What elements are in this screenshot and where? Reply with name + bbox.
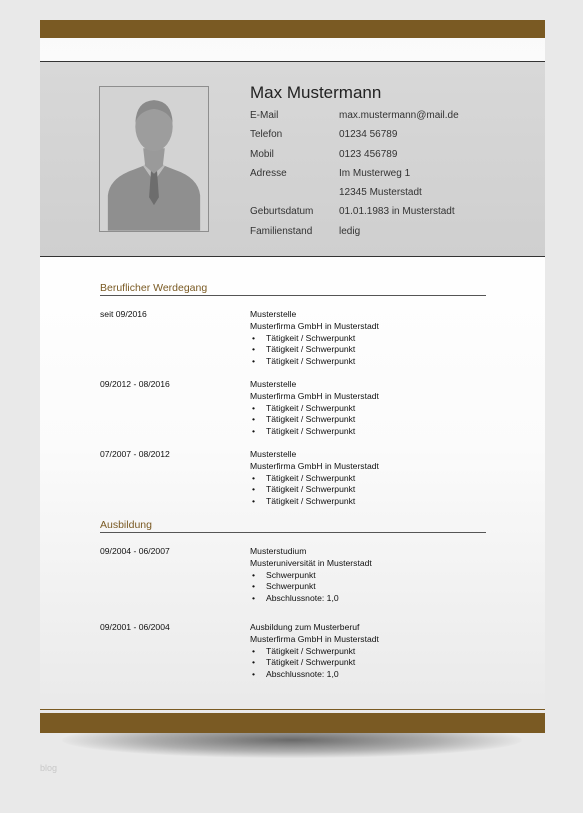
entry-date: 07/2007 - 08/2012 (100, 449, 170, 459)
contact-row-email (250, 110, 530, 129)
contact-row-phone (250, 129, 530, 148)
entry-item: • Abschlussnote: 1,0 (250, 669, 490, 681)
contact-table (250, 110, 530, 245)
birthdate-value: 01.01.1983 in Musterstadt (339, 206, 455, 218)
top-accent-bar (40, 20, 545, 38)
entry-company: Musterfirma GmbH in Musterstadt (250, 390, 379, 401)
contact-label: Telefon (250, 129, 283, 141)
section-title-experience: Beruflicher Werdegang (100, 282, 486, 296)
entry-item: • Abschlussnote: 1,0 (250, 593, 490, 605)
contact-label: Geburtsdatum (250, 206, 314, 218)
entry-item: • Tätigkeit / Schwerpunkt (250, 484, 490, 496)
entry-item: • Tätigkeit / Schwerpunkt (250, 473, 490, 485)
entry-item: • Tätigkeit / Schwerpunkt (250, 496, 490, 508)
address-street-value: Im Musterweg 1 (339, 167, 411, 179)
watermark-text: blog (40, 763, 58, 773)
entry-item: • Tätigkeit / Schwerpunkt (250, 657, 490, 669)
entry-body (250, 449, 490, 508)
entry-item: • Tätigkeit / Schwerpunkt (250, 403, 490, 415)
contact-row-city (250, 187, 530, 206)
person-name: Max Mustermann (250, 83, 382, 102)
email-value: max.mustermann@mail.de (339, 110, 459, 121)
address-city-value: 12345 Musterstadt (339, 187, 422, 199)
entry-item: • Tätigkeit / Schwerpunkt (250, 356, 490, 368)
entry-body (250, 379, 490, 438)
contact-row-marital (250, 226, 530, 245)
phone-value: 01234 56789 (339, 129, 398, 141)
entry-item: • Tätigkeit / Schwerpunkt (250, 333, 490, 345)
person-silhouette-icon (99, 86, 209, 232)
contact-row-mobile (250, 149, 530, 168)
entry-item: • Tätigkeit / Schwerpunkt (250, 646, 490, 658)
entry-company: Musterfirma GmbH in Musterstadt (250, 320, 379, 331)
contact-label: E-Mail (250, 110, 279, 121)
entry-body (250, 309, 490, 368)
entry-company: Musterfirma GmbH in Musterstadt (250, 460, 379, 471)
header-section (40, 61, 545, 257)
entry-date: 09/2001 - 06/2004 (100, 622, 170, 632)
entry-position: Musterstelle (250, 449, 297, 459)
entry-item: • Tätigkeit / Schwerpunkt (250, 344, 490, 356)
entry-item: • Tätigkeit / Schwerpunkt (250, 414, 490, 426)
entry-position: Musterstelle (250, 379, 297, 389)
entry-body (250, 622, 490, 681)
entry-date: 09/2004 - 06/2007 (100, 546, 170, 556)
contact-label: Mobil (250, 148, 274, 160)
entry-body (250, 546, 490, 605)
resume-page (40, 20, 545, 733)
entry-item: • Tätigkeit / Schwerpunkt (250, 426, 490, 438)
entry-item: • Schwerpunkt (250, 581, 490, 593)
contact-label: Adresse (250, 167, 287, 179)
contact-row-birth (250, 206, 530, 225)
mobile-value: 0123 456789 (339, 148, 398, 160)
entry-position: Musterstelle (250, 309, 297, 319)
entry-date: seit 09/2016 (100, 309, 147, 319)
entry-position: Musterstudium (250, 546, 307, 556)
contact-row-address (250, 168, 530, 187)
entry-date: 09/2012 - 08/2016 (100, 379, 170, 389)
entry-item: • Schwerpunkt (250, 570, 490, 582)
bottom-accent-bar (40, 713, 545, 733)
entry-company: Musterfirma GmbH in Musterstadt (250, 633, 379, 644)
entry-company: Musteruniversität in Musterstadt (250, 557, 372, 568)
entry-position: Ausbildung zum Musterberuf (250, 622, 360, 632)
section-title-education: Ausbildung (100, 519, 486, 533)
marital-status-value: ledig (339, 225, 361, 237)
contact-label: Familienstand (250, 225, 313, 237)
